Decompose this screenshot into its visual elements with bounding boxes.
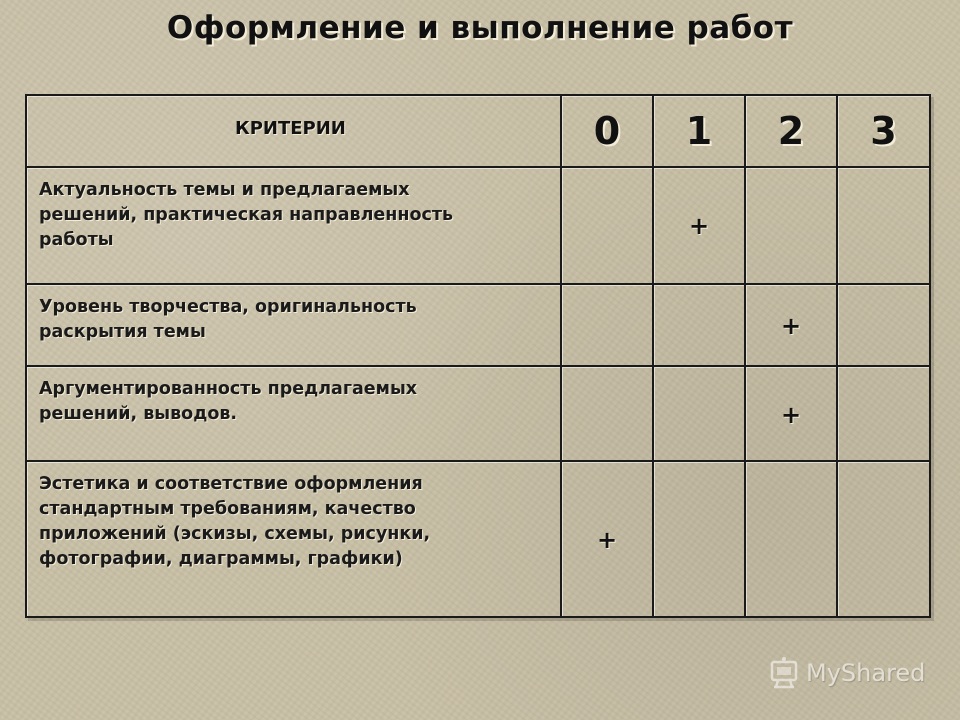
- table-header-row: [26, 95, 930, 167]
- score-header-3: 3: [837, 95, 930, 167]
- criterion-cell: Аргументированность предлагаемых решений, выводов.: [26, 366, 561, 461]
- mark-cell: [745, 167, 837, 283]
- watermark[interactable]: [768, 656, 925, 690]
- table-row: [26, 167, 930, 283]
- score-header-0: 0: [561, 95, 653, 167]
- mark-cell: [653, 284, 745, 366]
- criterion-cell: Актуальность темы и предлагаемых решений, практическая направленность работы: [26, 167, 561, 283]
- criteria-column-header: КРИТЕРИИ: [26, 95, 561, 167]
- mark-cell: [561, 366, 653, 461]
- table-row: [26, 461, 930, 617]
- mark-cell: [837, 366, 930, 461]
- criterion-cell: Эстетика и соответствие оформления стандартным требованиям, качество приложений (эскизы, схемы, рисунки, фотографии, диаграммы, графики): [26, 461, 561, 617]
- mark-cell: +: [745, 366, 837, 461]
- mark-cell: [561, 284, 653, 366]
- mark-cell: [653, 366, 745, 461]
- mark-cell: [837, 167, 930, 283]
- criterion-cell: Уровень творчества, оригинальность раскрытия темы: [26, 284, 561, 366]
- mark-cell: [745, 461, 837, 617]
- table-row: [26, 284, 930, 366]
- mark-cell: +: [653, 167, 745, 283]
- mysharedrive-icon: [768, 656, 800, 690]
- score-header-1: 1: [653, 95, 745, 167]
- watermark-text: MyShared: [806, 659, 926, 687]
- criteria-table: [25, 94, 931, 618]
- mark-cell: [837, 461, 930, 617]
- mark-cell: +: [561, 461, 653, 617]
- score-header-2: 2: [745, 95, 837, 167]
- page-title: Оформление и выполнение работ: [166, 10, 794, 46]
- table-row: [26, 366, 930, 461]
- mark-cell: [837, 284, 930, 366]
- mark-cell: +: [745, 284, 837, 366]
- mark-cell: [653, 461, 745, 617]
- mark-cell: [561, 167, 653, 283]
